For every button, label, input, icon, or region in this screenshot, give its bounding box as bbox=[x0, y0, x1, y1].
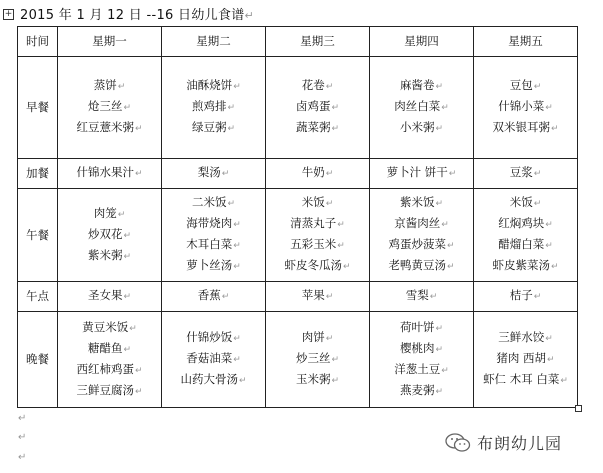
paragraph-mark: ↵ bbox=[123, 251, 132, 262]
dish-text: 萝卜丝汤 bbox=[186, 258, 233, 272]
dish-text: 五彩玉米 bbox=[290, 237, 337, 251]
page-title: 2015 年 1 月 12 日 --16 日幼儿食谱↵ bbox=[20, 8, 255, 23]
paragraph-mark: ↵ bbox=[331, 103, 340, 113]
dish-item bbox=[474, 214, 577, 235]
paragraph-mark: ↵ bbox=[238, 376, 247, 386]
dish-text: 二米饭 bbox=[191, 195, 227, 209]
paragraph-mark: ↵ bbox=[233, 220, 241, 230]
dish-item bbox=[370, 163, 473, 184]
dish-text: 红豆薏米粥 bbox=[76, 120, 134, 134]
menu-cell[interactable] bbox=[266, 312, 370, 408]
paragraph-mark: ↵ bbox=[123, 344, 132, 355]
paragraph-mark: ↵ bbox=[342, 262, 351, 272]
dish-text: 蔬菜粥 bbox=[295, 120, 331, 134]
dish-text: 煎鸡排 bbox=[191, 99, 227, 113]
paragraph-mark: ↵ bbox=[233, 355, 241, 365]
dish-text: 雪梨 bbox=[405, 288, 429, 302]
dish-text: 三鲜水饺 bbox=[498, 330, 545, 344]
paragraph-mark: ↵ bbox=[533, 82, 542, 92]
dish-item bbox=[474, 349, 577, 370]
dish-text: 木耳白菜 bbox=[186, 237, 233, 251]
dish-text: 什锦小菜 bbox=[498, 99, 545, 113]
paragraph-mark: ↵ bbox=[435, 323, 444, 334]
paragraph-mark: ↵ bbox=[435, 344, 444, 355]
day-label: 星期五 bbox=[508, 34, 543, 48]
menu-cell[interactable] bbox=[266, 57, 370, 159]
paragraph-mark: ↵ bbox=[18, 432, 27, 443]
paragraph-mark: ↵ bbox=[325, 169, 334, 179]
menu-cell[interactable] bbox=[58, 282, 162, 312]
dish-item bbox=[266, 235, 369, 256]
dish-text: 豆包 bbox=[509, 78, 533, 92]
paragraph-mark: ↵ bbox=[227, 103, 236, 113]
menu-cell[interactable] bbox=[370, 312, 474, 408]
dish-item bbox=[474, 256, 577, 277]
paragraph-mark: ↵ bbox=[550, 262, 559, 272]
dish-item bbox=[474, 235, 577, 256]
paragraph-mark: ↵ bbox=[129, 323, 137, 334]
dish-text: 梨汤 bbox=[197, 165, 221, 179]
dish-text: 香菇油菜 bbox=[186, 351, 233, 365]
dish-item bbox=[58, 246, 161, 267]
header-cell-day[interactable] bbox=[266, 27, 370, 57]
menu-cell[interactable] bbox=[58, 189, 162, 282]
dish-text: 卤鸡蛋 bbox=[295, 99, 331, 113]
paragraph-mark: ↵ bbox=[545, 220, 553, 230]
paragraph-mark: ↵ bbox=[134, 169, 143, 179]
paragraph-mark: ↵ bbox=[429, 292, 438, 302]
dish-item bbox=[58, 204, 161, 225]
paragraph-mark: ↵ bbox=[435, 124, 444, 134]
dish-text: 圣女果 bbox=[87, 288, 123, 302]
dish-text: 肉笼 bbox=[93, 205, 117, 220]
dish-item bbox=[162, 118, 265, 139]
dish-item bbox=[474, 286, 577, 307]
paragraph-mark: ↵ bbox=[18, 452, 27, 463]
meal-label-cell[interactable] bbox=[18, 189, 58, 282]
wechat-icon bbox=[445, 433, 471, 453]
dish-item bbox=[474, 328, 577, 349]
dish-text: 什锦炒饭 bbox=[186, 330, 233, 344]
menu-cell[interactable] bbox=[162, 282, 266, 312]
menu-cell[interactable] bbox=[162, 312, 266, 408]
paragraph-mark: ↵ bbox=[233, 262, 241, 272]
dish-item bbox=[162, 163, 265, 184]
meal-row bbox=[18, 159, 578, 189]
menu-table bbox=[17, 26, 578, 408]
header-cell-time[interactable] bbox=[18, 27, 58, 57]
header-cell-day[interactable] bbox=[474, 27, 578, 57]
paragraph-mark: ↵ bbox=[446, 241, 455, 251]
paragraph-mark: ↵ bbox=[533, 292, 542, 302]
dish-text: 米饭 bbox=[509, 195, 533, 209]
dish-text: 玉米粥 bbox=[295, 372, 331, 386]
dish-text: 肉丝白菜 bbox=[394, 99, 441, 113]
paragraph-mark: ↵ bbox=[18, 413, 27, 424]
dish-text: 鸡蛋炒菠菜 bbox=[388, 237, 446, 251]
paragraph-mark: ↵ bbox=[441, 103, 449, 113]
dish-item bbox=[58, 339, 161, 360]
menu-cell[interactable] bbox=[474, 312, 578, 408]
dish-item bbox=[370, 339, 473, 360]
dish-item bbox=[162, 97, 265, 118]
dish-item bbox=[474, 370, 577, 391]
menu-cell[interactable] bbox=[370, 282, 474, 312]
dish-item bbox=[266, 76, 369, 97]
dish-text: 海带烧肉 bbox=[186, 216, 233, 230]
dish-item bbox=[370, 381, 473, 402]
paragraph-mark: ↵ bbox=[331, 124, 340, 134]
dish-item bbox=[162, 76, 265, 97]
day-label: 星期三 bbox=[300, 34, 335, 48]
paragraph-mark: ↵ bbox=[545, 241, 553, 251]
dish-text: 虾仁 木耳 白菜 bbox=[483, 372, 560, 386]
dish-text: 黄豆米饭 bbox=[82, 319, 129, 334]
dish-text: 虾皮紫菜汤 bbox=[492, 258, 550, 272]
paragraph-mark: ↵ bbox=[331, 376, 340, 386]
paragraph-mark: ↵ bbox=[134, 365, 143, 376]
paragraph-mark: ↵ bbox=[545, 103, 553, 113]
menu-cell[interactable] bbox=[266, 282, 370, 312]
paragraph-mark: ↵ bbox=[325, 292, 334, 302]
dish-text: 京酱肉丝 bbox=[394, 216, 441, 230]
dish-item bbox=[266, 286, 369, 307]
menu-cell[interactable] bbox=[474, 57, 578, 159]
dish-text: 清蒸丸子 bbox=[290, 216, 337, 230]
paragraph-mark: ↵ bbox=[325, 199, 334, 209]
dish-text: 樱桃肉 bbox=[399, 340, 435, 355]
dish-item bbox=[370, 214, 473, 235]
header-row bbox=[18, 27, 578, 57]
dish-text: 桔子 bbox=[509, 288, 533, 302]
dish-text: 西红柿鸡蛋 bbox=[76, 361, 134, 376]
meal-row bbox=[18, 312, 578, 408]
dish-item bbox=[58, 318, 161, 339]
dish-item bbox=[266, 118, 369, 139]
menu-cell[interactable] bbox=[370, 189, 474, 282]
dish-text: 醋熘白菜 bbox=[498, 237, 545, 251]
menu-cell[interactable] bbox=[162, 159, 266, 189]
paragraph-mark: ↵ bbox=[325, 334, 334, 344]
dish-item bbox=[58, 225, 161, 246]
dish-text: 什锦水果汁 bbox=[76, 165, 134, 179]
dish-item bbox=[58, 97, 161, 118]
dish-text: 小米粥 bbox=[399, 120, 435, 134]
day-label: 星期二 bbox=[196, 34, 231, 48]
meal-row bbox=[18, 57, 578, 159]
day-label: 星期四 bbox=[404, 34, 439, 48]
dish-item bbox=[370, 360, 473, 381]
dish-item bbox=[266, 214, 369, 235]
dish-text: 三鲜豆腐汤 bbox=[76, 382, 134, 397]
paragraph-mark: ↵ bbox=[448, 169, 457, 179]
paragraph-mark: ↵ bbox=[533, 169, 542, 179]
menu-cell[interactable] bbox=[162, 57, 266, 159]
dish-text: 荷叶饼 bbox=[399, 319, 435, 334]
dish-item bbox=[266, 163, 369, 184]
header-cell-day[interactable] bbox=[58, 27, 162, 57]
menu-cell[interactable] bbox=[370, 159, 474, 189]
paragraph-mark: ↵ bbox=[123, 230, 132, 241]
dish-item bbox=[474, 163, 577, 184]
header-label: 时间 bbox=[26, 34, 49, 48]
dish-item bbox=[266, 370, 369, 391]
dish-item bbox=[370, 76, 473, 97]
dish-item bbox=[266, 349, 369, 370]
paragraph-mark: ↵ bbox=[325, 82, 334, 92]
paragraph-mark: ↵ bbox=[331, 355, 340, 365]
paragraph-mark: ↵ bbox=[134, 386, 143, 397]
paragraph-mark: ↵ bbox=[227, 199, 236, 209]
paragraph-mark: ↵ bbox=[560, 376, 568, 386]
menu-cell[interactable] bbox=[370, 57, 474, 159]
paragraph-mark: ↵ bbox=[337, 241, 345, 251]
dish-item bbox=[162, 328, 265, 349]
dish-item bbox=[58, 76, 161, 97]
paragraph-mark: ↵ bbox=[221, 169, 230, 179]
dish-item bbox=[162, 235, 265, 256]
dish-item bbox=[370, 286, 473, 307]
dish-item bbox=[370, 118, 473, 139]
dish-item bbox=[370, 97, 473, 118]
paragraph-mark: ↵ bbox=[533, 199, 542, 209]
dish-text: 猪肉 西胡 bbox=[496, 351, 547, 365]
dish-text: 萝卜汁 饼干 bbox=[386, 165, 448, 179]
dish-item bbox=[58, 163, 161, 184]
paragraph-mark: ↵ bbox=[337, 220, 345, 230]
table-resize-handle[interactable] bbox=[575, 405, 582, 412]
paragraph-mark: ↵ bbox=[435, 199, 444, 209]
paragraph-mark: ↵ bbox=[233, 334, 241, 344]
paragraph-mark: ↵ bbox=[233, 82, 241, 92]
meal-row bbox=[18, 189, 578, 282]
paragraph-mark: ↵ bbox=[227, 124, 236, 134]
dish-text: 炒三丝 bbox=[295, 351, 331, 365]
header-cell-day[interactable] bbox=[370, 27, 474, 57]
paragraph-mark: ↵ bbox=[123, 103, 132, 113]
dish-item bbox=[266, 256, 369, 277]
paragraph-mark: ↵ bbox=[547, 355, 555, 365]
dish-text: 米饭 bbox=[301, 195, 325, 209]
dish-item bbox=[474, 76, 577, 97]
paragraph-mark: ↵ bbox=[117, 82, 126, 92]
meal-label: 加餐 bbox=[26, 166, 49, 180]
dish-text: 燕麦粥 bbox=[399, 382, 435, 397]
meal-label-cell[interactable] bbox=[18, 282, 58, 312]
watermark-text: 布朗幼儿园 bbox=[477, 434, 563, 453]
paragraph-mark: ↵ bbox=[441, 220, 449, 230]
table-move-handle-icon[interactable]: + bbox=[4, 9, 13, 19]
meal-row bbox=[18, 282, 578, 312]
dish-text: 肉饼 bbox=[301, 330, 325, 344]
dish-text: 炒双花 bbox=[87, 226, 123, 241]
dish-text: 山药大骨汤 bbox=[180, 372, 238, 386]
dish-text: 花卷 bbox=[301, 78, 325, 92]
paragraph-mark: ↵ bbox=[134, 124, 143, 134]
dish-text: 双米银耳粥 bbox=[492, 120, 550, 134]
dish-text: 紫米饭 bbox=[399, 195, 435, 209]
menu-cell[interactable] bbox=[266, 189, 370, 282]
menu-cell[interactable] bbox=[58, 159, 162, 189]
paragraph-mark: ↵ bbox=[435, 82, 444, 92]
dish-item bbox=[162, 370, 265, 391]
paragraph-mark: ↵ bbox=[233, 241, 241, 251]
meal-label-cell[interactable] bbox=[18, 57, 58, 159]
meal-label-cell[interactable] bbox=[18, 159, 58, 189]
menu-cell[interactable] bbox=[474, 189, 578, 282]
dish-text: 紫米粥 bbox=[87, 247, 123, 262]
menu-cell[interactable] bbox=[58, 312, 162, 408]
paragraph-mark: ↵ bbox=[123, 292, 132, 302]
dish-item bbox=[370, 318, 473, 339]
meal-label: 早餐 bbox=[26, 100, 49, 114]
paragraph-mark: ↵ bbox=[545, 334, 553, 344]
paragraph-mark: ↵ bbox=[446, 262, 455, 272]
dish-item bbox=[58, 360, 161, 381]
dish-text: 洋葱土豆 bbox=[394, 361, 441, 376]
dish-item bbox=[162, 214, 265, 235]
meal-label-cell[interactable] bbox=[18, 312, 58, 408]
dish-item bbox=[370, 256, 473, 277]
day-label: 星期一 bbox=[92, 34, 127, 48]
paragraph-mark: ↵ bbox=[441, 365, 449, 376]
dish-text: 虾皮冬瓜汤 bbox=[284, 258, 342, 272]
dish-text: 油酥烧饼 bbox=[186, 78, 233, 92]
dish-text: 豆浆 bbox=[509, 165, 533, 179]
dish-text: 蒸饼 bbox=[93, 78, 117, 92]
dish-item bbox=[162, 256, 265, 277]
dish-item bbox=[266, 193, 369, 214]
paragraph-mark: ↵ bbox=[435, 386, 444, 397]
dish-item bbox=[266, 328, 369, 349]
meal-label: 晚餐 bbox=[26, 352, 49, 366]
dish-text: 糖醋鱼 bbox=[87, 340, 123, 355]
dish-item bbox=[58, 118, 161, 139]
paragraph-mark: ↵ bbox=[550, 124, 559, 134]
dish-text: 红焖鸡块 bbox=[498, 216, 545, 230]
menu-cell[interactable] bbox=[162, 189, 266, 282]
meal-label: 午餐 bbox=[26, 227, 49, 242]
paragraph-mark: ↵ bbox=[117, 209, 126, 220]
dish-item bbox=[474, 118, 577, 139]
dish-item bbox=[58, 286, 161, 307]
menu-cell[interactable] bbox=[266, 159, 370, 189]
dish-text: 香蕉 bbox=[197, 288, 221, 302]
watermark-logo bbox=[445, 431, 562, 454]
header-cell-day[interactable] bbox=[162, 27, 266, 57]
dish-text: 老鸭黄豆汤 bbox=[388, 258, 446, 272]
dish-item bbox=[266, 97, 369, 118]
dish-item bbox=[370, 193, 473, 214]
dish-item bbox=[162, 286, 265, 307]
dish-text: 麻酱卷 bbox=[399, 78, 435, 92]
dish-item bbox=[162, 349, 265, 370]
dish-item bbox=[474, 97, 577, 118]
dish-item bbox=[370, 235, 473, 256]
dish-item bbox=[162, 193, 265, 214]
dish-text: 苹果 bbox=[301, 288, 325, 302]
dish-text: 牛奶 bbox=[301, 165, 325, 179]
menu-cell[interactable] bbox=[474, 159, 578, 189]
dish-text: 绿豆粥 bbox=[191, 120, 227, 134]
dish-item bbox=[58, 381, 161, 402]
dish-text: 炝三丝 bbox=[87, 99, 123, 113]
dish-item bbox=[474, 193, 577, 214]
menu-cell[interactable] bbox=[58, 57, 162, 159]
menu-cell[interactable] bbox=[474, 282, 578, 312]
meal-label: 午点 bbox=[26, 289, 49, 303]
paragraph-mark: ↵ bbox=[221, 292, 230, 302]
